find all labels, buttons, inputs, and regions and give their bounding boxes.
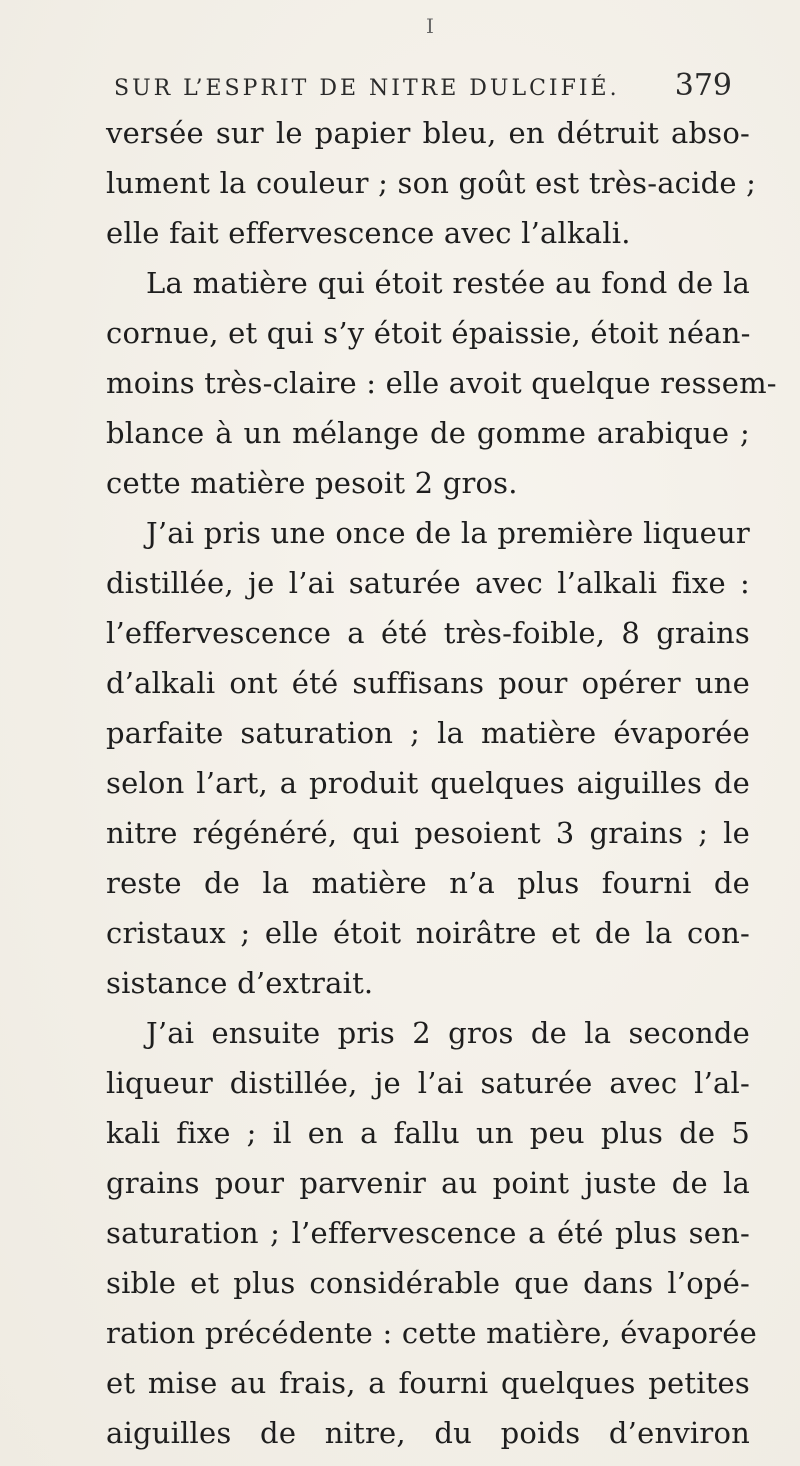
text-line: saturation ; l’effervescence a été plus sen- [106, 1216, 750, 1250]
text-line: d’alkali ont été suffisans pour opérer une [106, 666, 750, 700]
text-line: et mise au frais, a fourni quelques petites [106, 1366, 750, 1400]
text-line: kali fixe ; il en a fallu un peu plus de 5 [106, 1116, 750, 1150]
text-line: lument la couleur ; son goût est très-acide ; [106, 166, 757, 200]
text-line: nitre régénéré, qui pesoient 3 grains ; le [106, 816, 750, 850]
text-line: moins très-claire : elle avoit quelque ressem- [106, 366, 777, 400]
text-line: sible et plus considérable que dans l’opé- [106, 1266, 750, 1300]
text-line: selon l’art, a produit quelques aiguilles de [106, 766, 750, 800]
running-head: SUR L’ESPRIT DE NITRE DULCIFIÉ. [114, 76, 620, 101]
page-header [114, 68, 732, 103]
text-line: ration précédente : cette matière, évaporée [106, 1316, 757, 1350]
text-line: liqueur distillée, je l’ai saturée avec l’al- [106, 1066, 750, 1100]
text-line: La matière qui étoit restée au fond de la [146, 266, 750, 300]
text-line: sistance d’extrait. [106, 966, 374, 1000]
text-line: J’ai pris une once de la première liqueur [146, 516, 750, 550]
text-line: l’effervescence a été très-foible, 8 grains [106, 616, 750, 650]
text-line: distillée, je l’ai saturée avec l’alkali fixe : [106, 566, 750, 600]
text-line: cristaux ; elle étoit noirâtre et de la con- [106, 916, 750, 950]
text-line: J’ai ensuite pris 2 gros de la seconde [146, 1016, 750, 1050]
text-line: parfaite saturation ; la matière évaporée [106, 716, 750, 750]
text-line: cette matière pesoit 2 gros. [106, 466, 518, 500]
body-text [106, 108, 777, 1458]
text-line: aiguilles de nitre, du poids d’environ [106, 1416, 750, 1450]
text-line: reste de la matière n’a plus fourni de [106, 866, 750, 900]
text-line: versée sur le papier bleu, en détruit abso- [106, 116, 750, 150]
text-line: cornue, et qui s’y étoit épaissie, étoit néan- [106, 316, 751, 350]
page-number: 379 [674, 68, 732, 103]
text-line: grains pour parvenir au point juste de la [106, 1166, 750, 1200]
text-line: elle fait effervescence avec l’alkali. [106, 216, 631, 250]
page-mark: I [426, 14, 434, 38]
text-line: blance à un mélange de gomme arabique ; [106, 416, 750, 450]
